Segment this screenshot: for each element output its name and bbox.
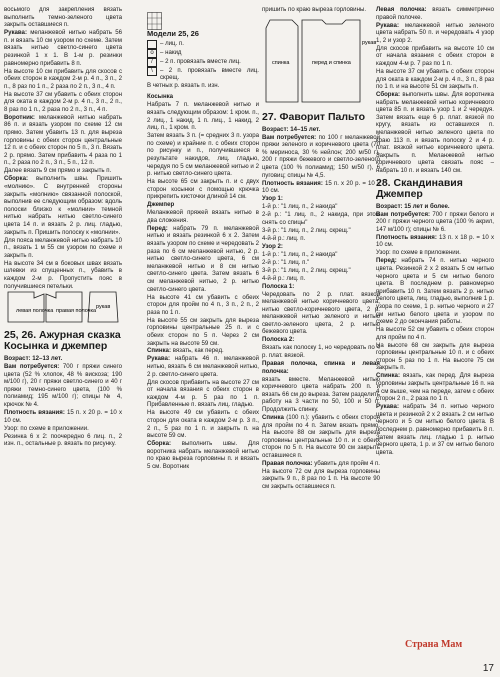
text-block: На высоте 37 см убавить с обеих сторон для оката в каждом 2-м р. 4 п., 3 п., 8 раз по 1 п. и на высоте 51 см закрыть п.: [376, 67, 494, 91]
text-block: Вязать как полоску 1, но чередовать по 4 р. плат. вязкой.: [262, 344, 380, 360]
text-block: выполнить швы. Пришить «молнию». С внутренней стороны закрыть «молнию» связанной полоской, выполнив ее следующим образом: вдоль полоски близко к «молнии» темной нитью набрать нитью светло-синего цвета 14 п. и вязать 2 р. лиц. гладью, закрыть п. Пришить полоску к «молнии».: [4, 175, 122, 236]
yarn-over-icon: o: [147, 49, 157, 58]
pattern-diagram-jacket: [4, 290, 122, 324]
text-block: На высоте 68 см закрыть для выреза горловины центральные 10 п. и с обеих сторон 5 раз по 1 п. На высоте 75 см закрыть п.: [376, 341, 494, 372]
pattern-chart-thumbnail: [147, 12, 162, 30]
section-label: Узор 1:: [262, 195, 283, 203]
k2tog-twisted-icon: \: [147, 67, 157, 76]
text-block: 700 г пряжи синего цвета (52 % хлопок, 48 % вискоза; 190 м/100 г), 20 г пряжи светло-синего и 40 г пряжи темно-синего цвета, (100 % полиамид; 195 м/100 г); спицы № 4, крючок № 4.: [4, 363, 122, 409]
section-label: Полоска 2:: [262, 336, 295, 344]
section-label: Рукава:: [4, 29, 27, 37]
text-block: 4-й-й р.: лиц. п.: [262, 234, 306, 242]
figure-label-front-back: перед и спинка: [312, 59, 351, 66]
section-label: Сборка:: [4, 175, 28, 183]
section-label: Сборка:: [147, 440, 171, 448]
text-block: На высоте 55 см закрыть для выреза горловины центральные 25 п. и с обеих сторон по 5 п. Через 2 см закрыть на высоте 59 см.: [147, 316, 259, 347]
section-label: Вам потребуется:: [4, 363, 60, 371]
section-label: Спинка: [262, 413, 284, 421]
section-label: Спинка:: [147, 347, 171, 355]
column-3: [262, 6, 380, 491]
column-4: [376, 6, 494, 457]
section-label: Вам потребуется:: [262, 133, 317, 141]
section-label: Рукава:: [376, 403, 399, 411]
text-block: На высоте 52 см убавить с обеих сторон для пройм по 4 п.: [376, 326, 494, 341]
text-block: 2-й р.: "1 лиц. п.": [262, 258, 310, 266]
section-label: Плотность вязания:: [4, 409, 65, 417]
watermark-logo: Страна Мам: [405, 639, 463, 650]
text-block: Затем вязать 3 п. (= средних 3 п. узора по схеме) и крайние п. с обеих сторон по рисунку и п., получившиеся в результате накидов, лиц. гладью, чередуя по 5 см меланжевой нитью и 2 р. нитью светло-синего цвета.: [147, 132, 259, 178]
text-block: вязать, как перед.: [172, 347, 224, 355]
schema-title: Модели 25, 26: [147, 29, 199, 38]
legend-item: \ – 2 п. провязать вместе лиц. скрещ.: [147, 67, 259, 82]
text-block: вязать, как перед. Для выреза горловины закрыть центральные 16 п. на 4 см выше, чем на переде, затем с обеих сторон 2 п., 2 раза по 1 п.: [376, 372, 494, 403]
text-block: На высоте 49 см убавить с обеих сторон для оката в каждом 2-м р. 3 п., 2 п., 5 раз по 1 п. и закрыть п. на высоте 59 см.: [147, 409, 259, 440]
text-block: 13 п. х 18 р. = 10 х 10 см.: [376, 233, 494, 249]
text-block: убавить для пройм 4 п. На высоте 72 см для выреза горловины закрыть 9 п., 8 раз по 1 п. На высоте 90 см закрыть оставшиеся п.: [262, 459, 381, 490]
figure-label-sleeve: рукав: [96, 304, 111, 311]
age-line: Возраст: 15 лет и более.: [376, 202, 450, 210]
subsection-title: Правая полочка, спинка и левая полочка:: [262, 360, 380, 375]
text-block: 1-й р.: "1 лиц. п., 2 накида": [262, 250, 338, 258]
text-block: 700 г пряжи белого и 200 г пряжи черного цвета (100 % акрил, 147 м/100 г); спицы № 6.: [376, 210, 494, 233]
text-block: меланжевой нитью набрать 86 п. и вязать узором по схеме 12 см прямо. Затем убавить 13 п. для выреза горловины с обеих сторон центральные 12 п. и с обеих сторон по 5 п., 3 п. Вязать 2 р. прямо. Затем прибавить 4 раза по 1 п., 2 раза по 2 п., 3 п., 5 п., 12 п.: [4, 113, 122, 167]
section-label: Сборка:: [376, 91, 400, 99]
text-block: выполнить швы. Для воротника набрать меланжевой нитью коричневого цвета 85 п. и вязать узор 1 и 2 чередуя. Затем вязать еще 6 р. плат. вязкой по кругу, вязать из оставшихся п. меланжевой нитью зеленого цвета по краю 113 п. и вязать полоску 2 и 4 р. плат. вязкой нитью коричневого цвета. Закрыть п. Меланжевой нитью коричневого цвета связать пояс – набрать 10 п. и вязать 140 см.: [376, 91, 494, 175]
section-label: Правая полочка:: [262, 459, 313, 467]
legend-item: / – 2 п. провязать вместе лиц.: [147, 58, 259, 67]
text-block: Меланжевой пряжей вязать нитью в два сложения.: [147, 209, 259, 224]
text-block: Для скосов прибавить на высоте 27 см от начала вязания с обеих сторон в каждом 4-м р. 5 раз по 1 п. Прибавленные п. вязать лиц. гладью.: [147, 378, 259, 409]
section-title: 25, 26. Ажурная сказка Косынка и джемпер: [4, 329, 121, 353]
age-line: Возраст: 14–15 лет.: [262, 125, 321, 133]
text-block: пришить по краю выреза горловины.: [262, 6, 367, 13]
section-label: Рукава:: [376, 21, 399, 29]
text-block: 3-й р.: "1 лиц. п., 2 лиц. скрещ.": [262, 266, 351, 274]
text-block: 15 п. х 20 р. = 10 х 10 см.: [4, 409, 122, 424]
text-block: вязать вместе. Меланжевой нитью коричневого цвета набрать 200 п. и вязать 66 см до выреза. Затем разделить работу на 3 части по 50, 100 и 50 п. Продолжить спинку.: [262, 375, 381, 413]
text-block: меланжевой нитью набрать 56 п. и вязать 10 см узором по схеме. Затем вязать нитью светло-синего цвета резинкой 1 х 1. В 1-м р. резинки равномерно прибавить 8 п.: [4, 29, 122, 67]
subsection-title: Косынка: [147, 93, 174, 101]
figure-label-back: спинка: [272, 59, 290, 66]
section-label: Левая полочка:: [376, 6, 427, 13]
text-block: На высоте 65 см закрыть п. и с двух сторон косынки с помощью крючка прикрепить кисточки длиной 14 см.: [147, 178, 259, 201]
text-block: восьмого для закрепления вязать выполнить темно-зеленого цвета закрыть оставшиеся п.: [4, 6, 122, 29]
text-block: Чередовать по 2 р. плат. вязкой меланжевой нитью коричневого цвета, нитью светло-коричневого цвета, 2 р. меланжевой нитью зеленого и нитью светло-зеленого цвета, 2 р. нитью бежевого цвета.: [262, 290, 380, 336]
text-block: 1-й р.: "1 лиц. п., 2 накида": [262, 203, 338, 211]
text-block: набрать 79 п. меланжевой нитью и вязать резинкой 6 х 2. Затем вязать узором по схеме и чередовать 2 раза по 6 см меланжевой нитью, 2 р. нитью светло-синего цвета, 6 см меланжевой нитью и 8 см нитью светло-синего цвета. Затем вязать 6 см меланжевой нитью, 2 р. нитью светло-синего цвета.: [147, 224, 259, 293]
figure-label-left-front: левая полочка: [16, 308, 54, 315]
text-block: 3-й р.: "1 лиц. п., 2 лиц. скрещ.": [262, 226, 351, 234]
text-block: набрать 46 п. меланжевой нитью, вязать 6 см меланжевой нитью, 2 р. светло-синего цвета.: [147, 355, 259, 378]
age-line: Возраст: 12–13 лет.: [4, 355, 63, 363]
text-block: На высоте 10 см прибавить для скосов с обеих сторон в каждом 2-м р. 4 п., 3 п., 2 п., 8 раз по 1 п., 2 раза по 2 п., 3 п., 4 п.: [4, 67, 122, 90]
text-block: Для скосов прибавить на высоте 10 см от начала вязания с обеих сторон в каждом 4-м р. 7 раз по 1 п.: [376, 44, 494, 67]
section-label: Спинка:: [376, 372, 400, 380]
text-block: Резинка 6 х 2: поочередно 6 лиц. п., 2 изн. п., остальные р. вязать по рисунку.: [4, 432, 122, 448]
column-1: [4, 6, 122, 448]
section-label: Плотность вязания:: [376, 233, 437, 241]
text-block: Далее вязать 9 см прямо и закрыть п.: [4, 167, 112, 175]
text-block: меланжевой нитью зеленого цвета набрать 50 п. и чередовать 4 узор 1, 2 и узор 2.: [376, 21, 494, 44]
text-block: Для пояса меланжевой нитью набрать 10 п., вязать 1 м 55 см узором по схеме и закрыть п.: [4, 236, 122, 259]
knit-stitch-icon: [147, 40, 157, 49]
figure-label-sleeve: рукав: [362, 39, 377, 46]
text-block: На высоте 34 см в боковых швах вязать шлевки из спущенных п., убавить в каждом 2-м р. Пропустить пояс в получившиеся петельки.: [4, 259, 122, 290]
subsection-title: Джемпер: [147, 201, 175, 209]
figure-label-right-front: правая полочка: [56, 308, 97, 315]
legend-item: – лиц. п.: [147, 40, 259, 49]
text-block: по 100 г меланжевой пряжи зеленого и коричневого цвета (70 % мериноса, 30 % нейлон; 200 м/50 г), 200 г пряжи бежевого и светло-зеленого цвета (100 % полиамид; 150 м/50 г), 6 пуговиц; спицы № 4,5.: [262, 133, 380, 179]
section-label: Перед:: [147, 224, 168, 232]
text-block: Набрать 7 п. меланжевой нитью и вязать следующим образом: 1 кром. п., 2 лиц., 1 накид, 1 п. лиц., 1 накид, 2 лиц. п., 1 кром. п.: [147, 101, 259, 132]
pattern-diagram-coat: [262, 14, 380, 106]
section-label: Плотность вязания:: [262, 179, 323, 187]
section-label: Воротник:: [4, 113, 35, 121]
section-label: Вам потребуется:: [376, 210, 431, 218]
text-block: 15 п. х 20 р. = 10 х 10 см.: [262, 179, 380, 195]
text-block: 4-й-й р.: лиц. п.: [262, 274, 306, 282]
text-block: 2-й р.: "1 лиц. п., 2 накида, при этом снять со спицы": [262, 211, 380, 226]
text-block: На высоте 41 см убавить с обеих сторон для пройм по 4 п., 3 п., 2 п., 2 раза по 1 п.: [147, 293, 259, 316]
legend-note: В четных р. вязать п. изн.: [147, 81, 220, 89]
text-block: вязать симметрично правой полочке.: [376, 6, 494, 21]
text-block: Узор: по схеме в приложении.: [4, 424, 89, 432]
text-block: набрать 34 п. нитью черного цвета и резинкой 2 х 2 вязать 2 см нитью черного и 5 см нитью белого цвета. В последнем р. равномерно прибавить 8 п. Затем вязать лиц. гладью 1 р. нитью черного цвета, 1 р. и 37 см нитью белого цвета.: [376, 403, 494, 456]
section-title: 28. Скандинавия Джемпер: [376, 176, 463, 200]
text-block: (100 п.): убавить с обеих сторон для пройм по 4 п. Затем вязать прямо. На высоте 88 см закрыть для выреза горловины центральные 10 п. и с обеих сторон по 5 п. На высоте 90 см закрыть оставшиеся п.: [262, 413, 380, 459]
k2tog-icon: /: [147, 58, 157, 67]
text-block: Узор: по схеме в приложении.: [376, 249, 461, 257]
section-label: Полоска 1:: [262, 282, 295, 290]
section-label: Рукава:: [147, 355, 170, 363]
section-title: 27. Фаворит Пальто: [262, 110, 365, 123]
section-label: Узор 2:: [262, 242, 283, 250]
page-number: 17: [482, 663, 494, 674]
text-block: выполнить швы. Для воротника набрать меланжевой нитью по краю выреза горловины п. и вязать 5 см. Воротник: [147, 440, 260, 470]
section-label: Перед:: [376, 257, 397, 265]
text-block: На высоте 37 см убавить с обеих сторон для оката в каждом 2-м р. 4 п., 3 п., 2 п., 8 раз по 1 п., 2 раза по 2 п., 3 п., 4 п.: [4, 90, 122, 113]
text-block: набрать 74 п. нитью черного цвета. Резинкой 2 х 2 вязать 5 см нитью черного цвета и 5 см нитью белого цвета. В последнем р. равномерно прибавить 10 п. Затем вязать 2 р. нитью белого цвета, лиц. гладью, выполнив 1 р. узора по схеме, 1 р. нитью черного и 27 см нитью белого цвета и узором по схеме 2 до окончания работы.: [376, 257, 494, 326]
column-2: [147, 30, 259, 471]
legend-item: o – накид: [147, 49, 259, 58]
